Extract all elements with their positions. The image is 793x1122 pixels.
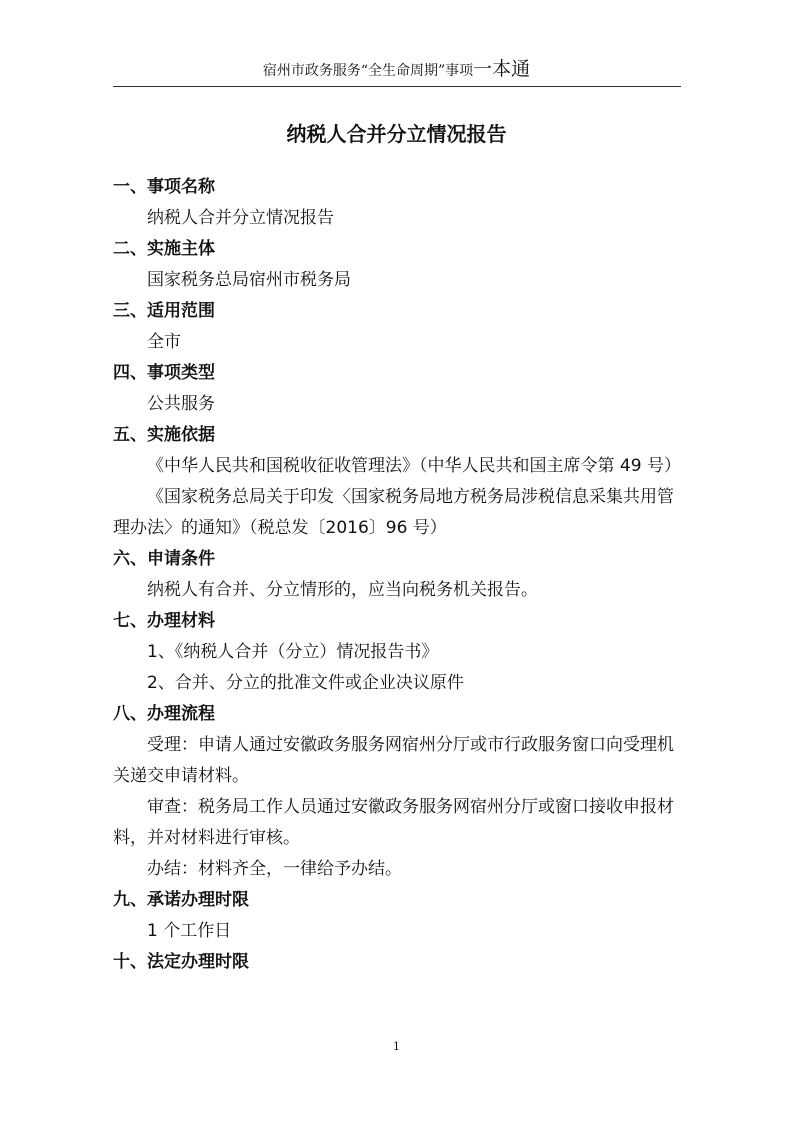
section-paragraph: 审查：税务局工作人员通过安徽政务服务网宿州分厅或窗口接收申报材料，并对材料进行审核。 (113, 797, 674, 848)
document-title: 纳税人合并分立情况报告 (286, 122, 507, 146)
section-heading-process: 八、办理流程 (113, 704, 215, 724)
section-paragraph: 《国家税务总局关于印发〈国家税务局地方税务局涉税信息采集共用管理办法〉的通知》（税总发〔2016〕96 号） (113, 487, 674, 538)
section-paragraph: 纳税人有合并、分立情形的，应当向税务机关报告。 (147, 580, 538, 600)
section-paragraph: 受理：申请人通过安徽政务服务网宿州分厅或市行政服务窗口向受理机关递交申请材料。 (113, 735, 674, 786)
section-paragraph: 办结：材料齐全，一律给予办结。 (147, 859, 402, 879)
section-paragraph: 2、合并、分立的批准文件或企业决议原件 (147, 673, 464, 693)
running-header-text: 宿州市政务服务“全生命周期”事项 (262, 63, 474, 79)
section-paragraph: 1、《纳税人合并（分立）情况报告书》 (147, 642, 439, 662)
section-heading-type: 四、事项类型 (113, 363, 215, 383)
section-paragraph: 《中华人民共和国税收征收管理法》（中华人民共和国主席令第 49 号） (147, 456, 681, 476)
section-heading-scope: 三、适用范围 (113, 301, 215, 321)
page-number: 1 (393, 1040, 400, 1053)
section-paragraph: 国家税务总局宿州市税务局 (147, 270, 351, 290)
section-heading-materials: 七、办理材料 (113, 611, 215, 631)
header-divider (113, 86, 681, 87)
running-header (0, 58, 793, 82)
section-heading-conditions: 六、申请条件 (113, 549, 215, 569)
section-heading-promised-time: 九、承诺办理时限 (113, 890, 249, 910)
document-body (113, 172, 681, 978)
section-paragraph: 纳税人合并分立情况报告 (147, 208, 334, 228)
section-heading-legal-time: 十、法定办理时限 (113, 952, 249, 972)
running-header-text-large: 一本通 (473, 58, 531, 80)
section-paragraph: 公共服务 (147, 394, 215, 414)
section-paragraph: 全市 (147, 332, 181, 352)
section-heading-basis: 五、实施依据 (113, 425, 215, 445)
section-heading-name: 一、事项名称 (113, 177, 215, 197)
section-heading-agency: 二、实施主体 (113, 239, 215, 259)
section-paragraph: 1 个工作日 (147, 921, 232, 941)
